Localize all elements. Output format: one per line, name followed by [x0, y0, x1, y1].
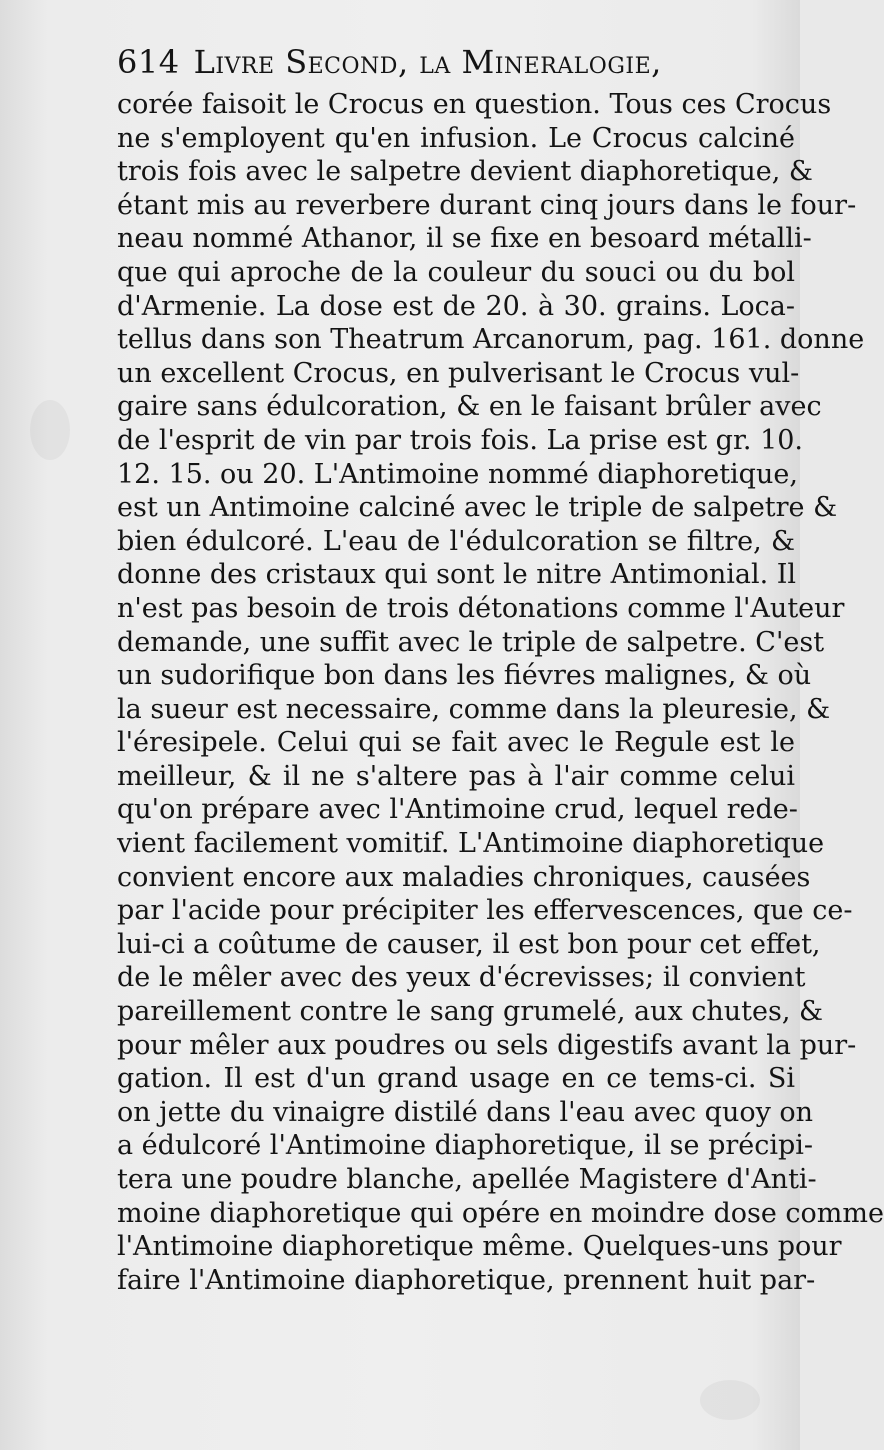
text-line: un excellent Crocus, en pulverisant le Crocus vul- [117, 357, 800, 389]
text-line: est un Antimoine calciné avec le triple de salpetre & [117, 492, 838, 524]
paper-stain [700, 1380, 760, 1420]
paper-stain [30, 400, 70, 460]
text-line: l'éresipele. Celui qui se fait avec le Regule est le [117, 727, 795, 759]
text-line: neau nommé Athanor, il se fixe en besoard métalli- [117, 223, 812, 255]
text-line: pareillement contre le sang grumelé, aux chutes, & [117, 996, 824, 1028]
text-line: demande, une suffit avec le triple de salpetre. C'est [117, 626, 825, 658]
text-line: vient facilement vomitif. L'Antimoine diaphoretique [117, 828, 825, 860]
text-line: moine diaphoretique qui opére en moindre dose comme [117, 1197, 884, 1229]
text-line: de le mêler avec des yeux d'écrevisses; il convient [117, 962, 806, 994]
text-line: de l'esprit de vin par trois fois. La prise est gr. 10. [117, 424, 804, 456]
text-line: qu'on prépare avec l'Antimoine crud, lequel rede- [117, 794, 798, 826]
page-content [117, 40, 884, 1297]
text-line: ne s'employent qu'en infusion. Le Crocus calciné [117, 122, 795, 154]
text-line: meilleur, & il ne s'altere pas à l'air comme celui [117, 760, 795, 792]
text-line: un sudorifique bon dans les fiévres malignes, & où [117, 660, 812, 692]
text-line: n'est pas besoin de trois détonations comme l'Auteur [117, 592, 845, 624]
page-number: 614 [117, 43, 180, 81]
text-line: tellus dans son Theatrum Arcanorum, pag. 161. donne [117, 324, 865, 356]
text-line: convient encore aux maladies chroniques, causées [117, 861, 811, 893]
running-header [117, 40, 795, 84]
text-line: que qui aproche de la couleur du souci ou du bol [117, 256, 795, 288]
text-line: gaire sans édulcoration, & en le faisant brûler avec [117, 391, 822, 423]
text-line: bien édulcoré. L'eau de l'édulcoration se filtre, & [117, 525, 795, 557]
text-line: faire l'Antimoine diaphoretique, prennent huit par- [117, 1264, 816, 1296]
text-line: trois fois avec le salpetre devient diaphoretique, & [117, 156, 813, 188]
text-line: étant mis au reverbere durant cinq jours dans le four- [117, 189, 857, 221]
text-line: a édulcoré l'Antimoine diaphoretique, il se précipi- [117, 1130, 814, 1162]
running-title: Livre Second, la Mineralogie, [193, 43, 662, 81]
text-line: corée faisoit le Crocus en question. Tous ces Crocus [117, 89, 832, 120]
text-line: lui-ci a coûtume de causer, il est bon pour cet effet, [117, 928, 821, 960]
text-line: par l'acide pour précipiter les effervescences, que ce- [117, 895, 853, 927]
text-line: la sueur est necessaire, comme dans la pleuresie, & [117, 693, 831, 725]
text-line: l'Antimoine diaphoretique même. Quelques-uns pour [117, 1231, 842, 1263]
text-line: donne des cristaux qui sont le nitre Antimonial. Il [117, 559, 797, 591]
text-line: tera une poudre blanche, apellée Magistere d'Anti- [117, 1164, 817, 1195]
text-line: 12. 15. ou 20. L'Antimoine nommé diaphoretique, [117, 458, 798, 490]
text-line: pour mêler aux poudres ou sels digestifs avant la pur- [117, 1029, 857, 1061]
text-line: d'Armenie. La dose est de 20. à 30. grains. Loca- [117, 290, 795, 322]
body-text [117, 88, 884, 1297]
text-line: gation. Il est d'un grand usage en ce tems-ci. Si [117, 1063, 795, 1095]
text-line: on jette du vinaigre distilé dans l'eau avec quoy on [117, 1096, 814, 1128]
